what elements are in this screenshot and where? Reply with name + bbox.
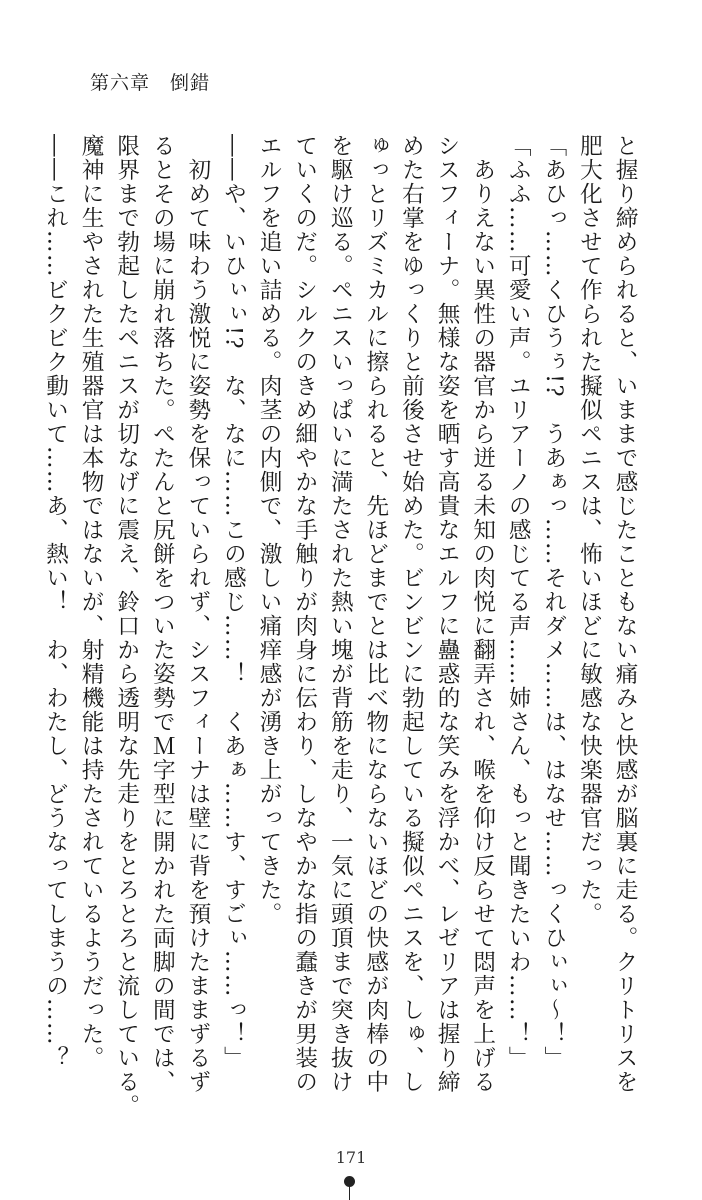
text-line: るとその場に崩れ落ちた。ぺたんと尻餅をついた姿勢でＭ字型に開かれた両脚の間では、	[149, 134, 176, 1094]
text-line: 初めて味わう激悦に姿勢を保っていられず、シスフィーナは壁に背を預けたままずるず	[184, 134, 211, 1094]
text-line: 「あひっ……くひうぅ!? うあぁっ……それダメ……は、はなせ……っくひぃぃ〜！」	[540, 134, 567, 1070]
text-line: 「ふふ……可愛い声。ユリアーノの感じてる声……姉さん、もっと聞きたいわ……！」	[505, 134, 532, 1070]
text-line: ――これ……ビクビク動いて……あ、熱い！ わ、わたし、どうなってしまうの……？	[42, 134, 69, 1070]
text-line: と握り締められると、いままで感じたこともない痛みと快感が脳裏に走る。クリトリスを	[612, 134, 638, 1094]
chapter-header: 第六章 倒錯	[90, 72, 211, 94]
text-line: ていくのだ。シルクのきめ細やかな手触りが肉身に伝わり、しなやかな指の蠢きが男装の	[291, 134, 318, 1094]
text-line: 限界まで勃起したペニスが切なげに震え、鈴口から透明な先走りをとろとろと流している。	[113, 134, 140, 1118]
page-number: 171	[335, 1148, 367, 1167]
text-line: 肥大化させて作られた擬似ペニスは、怖いほどに敏感な快楽器官だった。	[576, 134, 603, 926]
text-line: エルフを追い詰める。肉茎の内側で、激しい痛痒感が湧き上がってきた。	[256, 134, 283, 926]
text-line: 魔神に生やされた生殖器官は本物ではないが、射精機能は持たされているようだった。	[78, 134, 105, 1070]
text-line: ゅっとリズミカルに擦られると、先ほどまでとは比べ物にならないほどの快感が肉棒の中	[362, 134, 389, 1094]
marker-stem	[349, 1186, 350, 1200]
text-line: を駆け巡る。ペニスいっぱいに満たされた熱い塊が背筋を走り、一気に頭頂まで突き抜け	[327, 134, 354, 1094]
vertical-body-text	[42, 134, 642, 1118]
text-line: めた右掌をゆっくりと前後させ始めた。ビンビンに勃起している擬似ペニスを、しゅ、し	[398, 134, 425, 1094]
text-line: ありえない異性の器官から迸る未知の肉悦に翻弄され、喉を仰け反らせて悶声を上げる	[469, 134, 496, 1094]
text-line: シスフィーナ。無様な姿を晒す高貴なエルフに蠱惑的な笑みを浮かべ、レゼリアは握り締	[434, 134, 461, 1094]
text-line: ――や、いひぃぃ!? な、なに……この感じ……！ くあぁ……す、すごぃ……っ！」	[220, 134, 247, 1070]
page-marker-icon	[344, 1176, 356, 1200]
